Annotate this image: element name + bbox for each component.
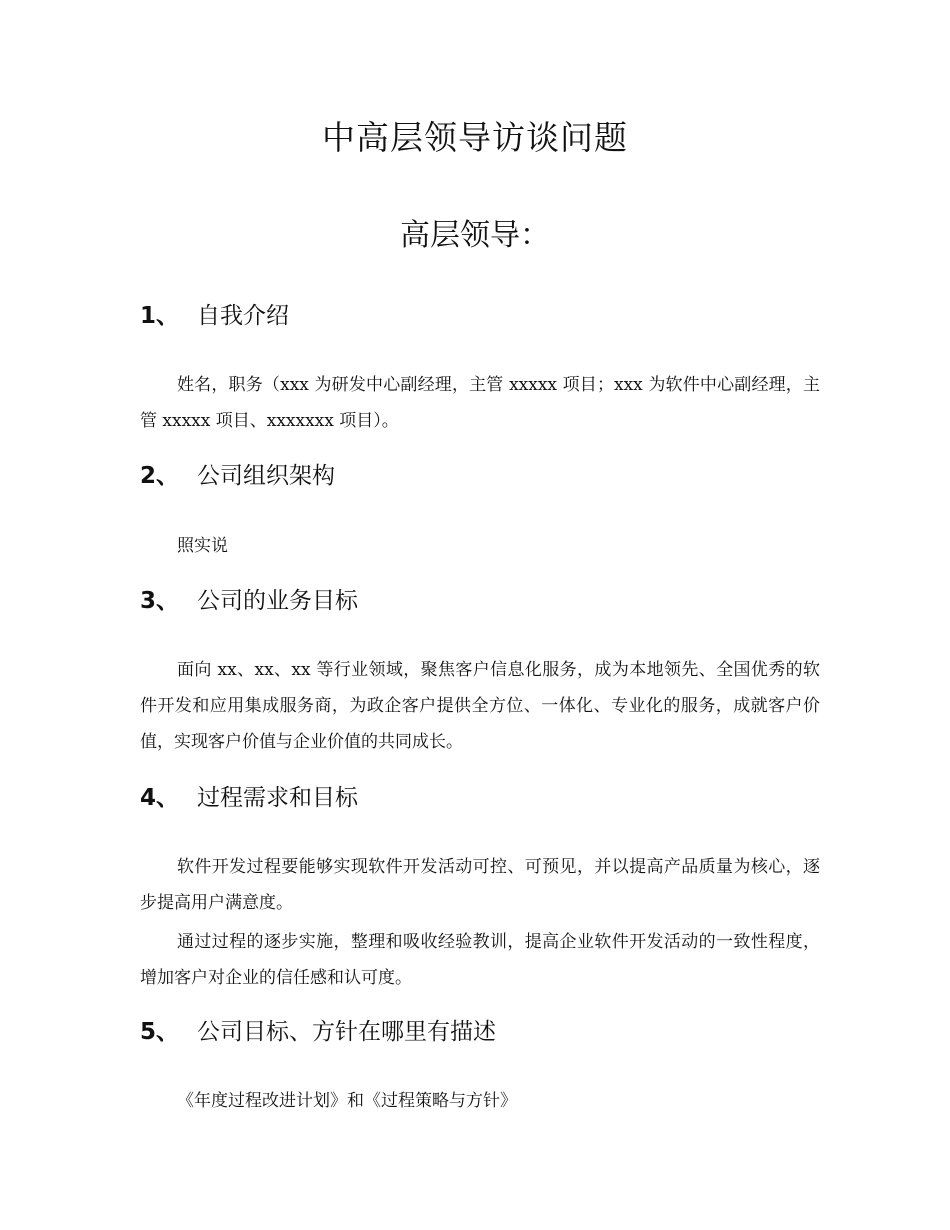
section-title: 公司组织架构 <box>197 463 335 489</box>
section-title: 自我介绍 <box>197 303 289 329</box>
section-number: 5、 <box>140 1019 180 1045</box>
section-heading-3 <box>140 585 358 617</box>
section-3-paragraph-1: 面向 xx、xx、xx 等行业领域，聚焦客户信息化服务，成为本地领先、全国优秀的软件开发和应用集成服务商，为政企客户提供全方位、一体化、专业化的服务，成就客户价值，实现客户价值与企业价值的共同成长。 <box>140 660 820 752</box>
section-title: 公司目标、方针在哪里有描述 <box>197 1019 496 1045</box>
section-number: 3、 <box>140 588 180 614</box>
section-4-paragraph-1: 软件开发过程要能够实现软件开发活动可控、可预见，并以提高产品质量为核心，逐步提高用户满意度。 <box>140 857 820 913</box>
section-title: 公司的业务目标 <box>197 588 358 614</box>
section-1-paragraph-1: 姓名，职务（xxx 为研发中心副经理，主管 xxxxx 项目；xxx 为软件中心副经理，主管 xxxxx 项目、xxxxxxx 项目）。 <box>140 375 820 431</box>
document-title: 中高层领导访谈问题 <box>322 118 628 157</box>
section-title: 过程需求和目标 <box>197 785 358 811</box>
section-number: 4、 <box>140 785 180 811</box>
section-number: 2、 <box>140 463 180 489</box>
section-2-paragraph-1: 照实说 <box>177 536 228 556</box>
document-subtitle: 高层领导： <box>400 218 550 253</box>
section-4-paragraph-2: 通过过程的逐步实施，整理和吸收经验教训，提高企业软件开发活动的一致性程度，增加客户对企业的信任感和认可度。 <box>140 932 820 988</box>
section-number: 1、 <box>140 303 180 329</box>
section-5-paragraph-1: 《年度过程改进计划》和《过程策略与方针》 <box>177 1091 517 1111</box>
section-heading-5 <box>140 1016 496 1048</box>
section-heading-1 <box>140 300 289 332</box>
section-heading-4 <box>140 782 358 814</box>
section-heading-2 <box>140 460 335 492</box>
